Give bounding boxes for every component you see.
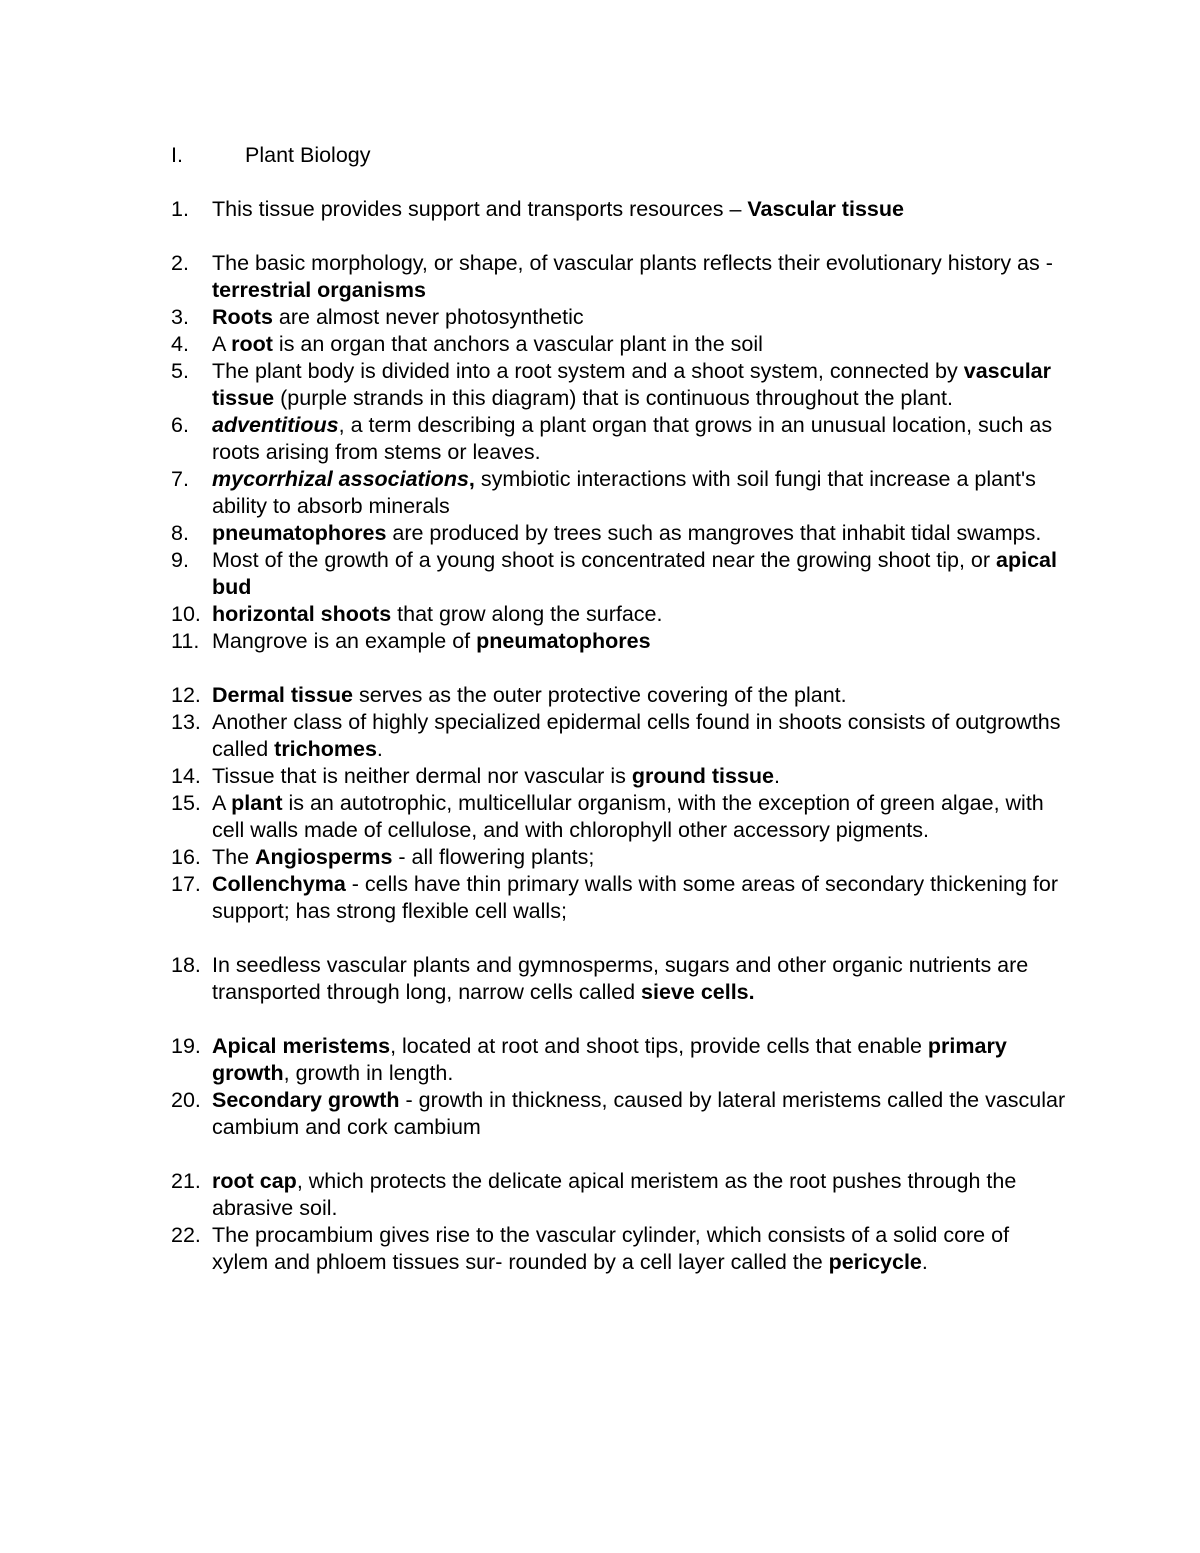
list-item-text <box>212 1088 1065 1139</box>
text-segment: Most of the growth of a young shoot is concentrated near the growing shoot tip, or <box>212 548 997 572</box>
list-item <box>171 1033 1071 1087</box>
list-item <box>171 628 1071 655</box>
list-item-text <box>212 953 1028 1004</box>
list-item-number: 15. <box>171 791 201 815</box>
text-segment: that grow along the surface. <box>391 602 663 626</box>
section-heading <box>171 142 371 169</box>
section-numeral: I. <box>171 143 183 167</box>
list-item <box>171 790 1071 844</box>
list-item-text <box>212 1169 1016 1220</box>
list-item-number: 5. <box>171 359 189 383</box>
text-segment: A <box>212 332 232 356</box>
list-item-number: 2. <box>171 251 189 275</box>
list-item <box>171 412 1071 466</box>
list-item <box>171 844 1071 871</box>
bold-term: terrestrial organisms <box>212 278 426 302</box>
list-item-text <box>212 251 1053 302</box>
bold-term: Dermal tissue <box>212 683 354 707</box>
list-item-text <box>212 629 651 653</box>
bold-term: , <box>468 467 475 491</box>
bold-term: pneumatophores <box>476 629 651 653</box>
text-segment: , growth in length. <box>283 1061 454 1085</box>
text-segment: is an autotrophic, multicellular organism, with the exception of green algae, with cell walls made of cellulose, and with chlorophyll other accessory pigments. <box>212 791 1044 842</box>
bold-term: sieve cells. <box>641 980 755 1004</box>
list-item <box>171 196 1071 223</box>
text-segment: The plant body is divided into a root system and a shoot system, connected by <box>212 359 964 383</box>
bold-term: Collenchyma <box>212 872 346 896</box>
list-item <box>171 709 1071 763</box>
list-item <box>171 547 1071 601</box>
bold-term: Angiosperms <box>255 845 393 869</box>
text-segment: In seedless vascular plants and gymnosperms, sugars and other organic nutrients are transported through long, narrow cells called <box>212 953 1029 1004</box>
bold-italic-term: mycorrhizal associations <box>212 467 469 491</box>
list-item-text <box>212 332 763 356</box>
text-segment: The <box>212 845 256 869</box>
text-segment: are produced by trees such as mangroves that inhabit tidal swamps. <box>386 521 1042 545</box>
list-item-text <box>212 467 1036 518</box>
bold-italic-term: adventitious <box>212 413 339 437</box>
numbered-list <box>171 196 1071 1276</box>
list-item <box>171 1168 1071 1222</box>
list-item <box>171 304 1071 331</box>
list-item-number: 19. <box>171 1034 201 1058</box>
bold-term: pneumatophores <box>212 521 387 545</box>
text-segment: , a term describing a plant organ that grows in an unusual location, such as roots arising from stems or leaves. <box>212 413 1053 464</box>
bold-term: primary growth <box>212 1034 1007 1085</box>
list-item-text <box>212 1034 1007 1085</box>
bold-term: root cap <box>212 1169 297 1193</box>
text-segment: , which protects the delicate apical meristem as the root pushes through the abrasive soil. <box>212 1169 1017 1220</box>
list-item <box>171 763 1071 790</box>
list-item-number: 1. <box>171 197 189 221</box>
bold-term: trichomes <box>274 737 377 761</box>
list-item-number: 6. <box>171 413 189 437</box>
section-title: Plant Biology <box>245 143 371 167</box>
list-item-text <box>212 521 1041 545</box>
bold-term: apical bud <box>212 548 1057 599</box>
list-item <box>171 682 1071 709</box>
text-segment: Mangrove is an example of <box>212 629 477 653</box>
list-item <box>171 601 1071 628</box>
text-segment: - all flowering plants; <box>392 845 595 869</box>
list-item <box>171 250 1071 304</box>
list-item-number: 3. <box>171 305 189 329</box>
list-item-number: 13. <box>171 710 201 734</box>
list-item-text <box>212 602 662 626</box>
text-segment: The procambium gives rise to the vascular cylinder, which consists of a solid core of xylem and phloem tissues sur- rounded by a cell layer called the <box>212 1223 1010 1274</box>
list-item-number: 9. <box>171 548 189 572</box>
list-item-text <box>212 683 847 707</box>
list-item-number: 17. <box>171 872 201 896</box>
text-segment: serves as the outer protective covering of the plant. <box>353 683 847 707</box>
text-segment: - growth in thickness, caused by lateral meristems called the vascular cambium and cork cambium <box>212 1088 1066 1139</box>
list-item-number: 12. <box>171 683 201 707</box>
text-segment: (purple strands in this diagram) that is continuous throughout the plant. <box>274 386 953 410</box>
list-item-text <box>212 197 904 221</box>
list-item-number: 11. <box>171 629 200 653</box>
list-item-text <box>212 359 1051 410</box>
list-item-number: 20. <box>171 1088 201 1112</box>
text-segment: Another class of highly specialized epidermal cells found in shoots consists of outgrowths called <box>212 710 1061 761</box>
list-item <box>171 1087 1071 1141</box>
text-segment: are almost never photosynthetic <box>272 305 584 329</box>
list-item-number: 14. <box>171 764 201 788</box>
list-item-number: 18. <box>171 953 201 977</box>
bold-term: Apical meristems <box>212 1034 391 1058</box>
list-item <box>171 466 1071 520</box>
list-item-number: 21. <box>171 1169 201 1193</box>
list-item-number: 10. <box>171 602 201 626</box>
list-item <box>171 331 1071 358</box>
list-item <box>171 871 1071 925</box>
bold-term: vascular tissue <box>212 359 1051 410</box>
list-item-text <box>212 764 780 788</box>
text-segment: - cells have thin primary walls with some areas of secondary thickening for support; has strong flexible cell walls; <box>212 872 1059 923</box>
text-segment: A <box>212 791 232 815</box>
list-item <box>171 1222 1071 1276</box>
bold-term: plant <box>231 791 283 815</box>
list-item <box>171 952 1071 1006</box>
list-item-number: 22. <box>171 1223 201 1247</box>
list-item-text <box>212 872 1058 923</box>
list-item-text <box>212 710 1061 761</box>
bold-term: horizontal shoots <box>212 602 392 626</box>
text-segment: The basic morphology, or shape, of vascular plants reflects their evolutionary history as - <box>212 251 1053 275</box>
list-item-text <box>212 305 584 329</box>
text-segment: , located at root and shoot tips, provide cells that enable <box>390 1034 928 1058</box>
list-item-number: 16. <box>171 845 201 869</box>
list-item-number: 7. <box>171 467 189 491</box>
text-segment: Tissue that is neither dermal nor vascular is <box>212 764 632 788</box>
list-item-text <box>212 1223 1009 1274</box>
list-item-number: 4. <box>171 332 189 356</box>
list-item-text <box>212 791 1044 842</box>
list-item <box>171 358 1071 412</box>
text-segment: symbiotic interactions with soil fungi that increase a plant's ability to absorb minerals <box>212 467 1036 518</box>
bold-term: root <box>231 332 273 356</box>
text-segment: . <box>921 1250 928 1274</box>
bold-term: ground tissue <box>631 764 774 788</box>
bold-term: pericycle <box>828 1250 922 1274</box>
bold-term: Roots <box>212 305 273 329</box>
text-segment: This tissue provides support and transports resources – <box>212 197 748 221</box>
list-item-text <box>212 845 594 869</box>
text-segment: is an organ that anchors a vascular plant in the soil <box>272 332 763 356</box>
list-item-number: 8. <box>171 521 189 545</box>
bold-term: Secondary growth <box>212 1088 400 1112</box>
list-item <box>171 520 1071 547</box>
bold-term: Vascular tissue <box>747 197 904 221</box>
list-item-text <box>212 413 1052 464</box>
list-item-text <box>212 548 1057 599</box>
text-segment: . <box>376 737 383 761</box>
text-segment: . <box>773 764 780 788</box>
